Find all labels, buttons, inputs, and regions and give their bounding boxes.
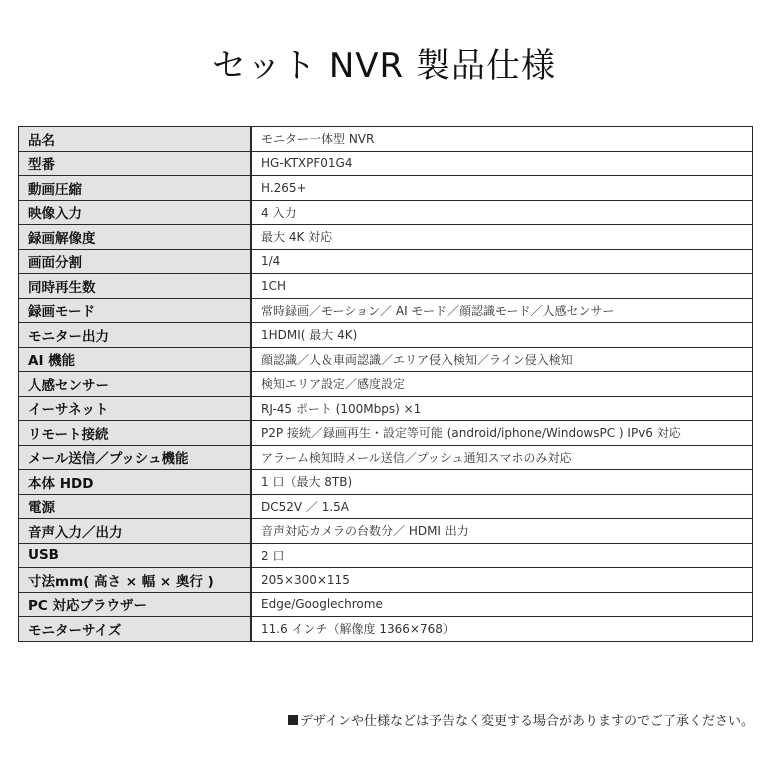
table-row: [19, 592, 753, 617]
table-row: [19, 225, 753, 250]
spec-label: モニターサイズ: [19, 617, 252, 642]
spec-label: 人感センサー: [19, 372, 252, 397]
spec-label: 画面分割: [19, 249, 252, 274]
table-row: [19, 274, 753, 299]
spec-value: アラーム検知時メール送信／プッシュ通知スマホのみ対応: [251, 445, 753, 470]
table-row: [19, 200, 753, 225]
table-row: [19, 617, 753, 642]
spec-label: USB: [19, 543, 252, 568]
table-row: [19, 249, 753, 274]
spec-value: 音声対応カメラの台数分／ HDMI 出力: [251, 519, 753, 544]
spec-value: 検知エリア設定／感度設定: [251, 372, 753, 397]
spec-value: 1 口（最大 8TB): [251, 470, 753, 495]
table-row: [19, 421, 753, 446]
spec-value: 11.6 インチ（解像度 1366×768）: [251, 617, 753, 642]
spec-table: [18, 126, 753, 642]
spec-label: 映像入力: [19, 200, 252, 225]
spec-label: 動画圧縮: [19, 176, 252, 201]
spec-value: H.265+: [251, 176, 753, 201]
spec-label: 品名: [19, 127, 252, 152]
table-row: [19, 568, 753, 593]
table-row: [19, 396, 753, 421]
spec-label: 音声入力／出力: [19, 519, 252, 544]
table-row: [19, 298, 753, 323]
spec-value: RJ-45 ポート (100Mbps) ×1: [251, 396, 753, 421]
square-bullet-icon: [288, 715, 298, 725]
table-row: [19, 494, 753, 519]
spec-value: 常時録画／モーション／ AI モード／顔認識モード／人感センサー: [251, 298, 753, 323]
table-row: [19, 445, 753, 470]
spec-value: モニター一体型 NVR: [251, 127, 753, 152]
table-row: [19, 543, 753, 568]
spec-value: 1/4: [251, 249, 753, 274]
spec-value: 4 入力: [251, 200, 753, 225]
spec-label: メール送信／プッシュ機能: [19, 445, 252, 470]
table-row: [19, 519, 753, 544]
disclaimer-note: [288, 710, 754, 729]
disclaimer-text: デザインや仕様などは予告なく変更する場合がありますのでご了承ください。: [299, 714, 754, 729]
table-row: [19, 127, 753, 152]
spec-label: 録画解像度: [19, 225, 252, 250]
spec-label: 電源: [19, 494, 252, 519]
spec-value: 最大 4K 対応: [251, 225, 753, 250]
table-row: [19, 347, 753, 372]
spec-value: HG-KTXPF01G4: [251, 151, 753, 176]
spec-value: P2P 接続／録画再生・設定等可能 (android/iphone/WindowsPC ) IPv6 対応: [251, 421, 753, 446]
spec-value: 205×300×115: [251, 568, 753, 593]
spec-value: 1CH: [251, 274, 753, 299]
spec-label: 型番: [19, 151, 252, 176]
spec-value: 1HDMI( 最大 4K): [251, 323, 753, 348]
spec-label: 同時再生数: [19, 274, 252, 299]
spec-value: Edge/Googlechrome: [251, 592, 753, 617]
spec-value: 顔認識／人＆車両認識／エリア侵入検知／ライン侵入検知: [251, 347, 753, 372]
spec-label: AI 機能: [19, 347, 252, 372]
page-title: セット NVR 製品仕様: [212, 46, 556, 86]
spec-label: イーサネット: [19, 396, 252, 421]
table-row: [19, 323, 753, 348]
spec-label: PC 対応ブラウザー: [19, 592, 252, 617]
spec-label: 寸法mm( 高さ × 幅 × 奥行 ): [19, 568, 252, 593]
table-row: [19, 176, 753, 201]
spec-label: 本体 HDD: [19, 470, 252, 495]
table-row: [19, 151, 753, 176]
table-row: [19, 470, 753, 495]
table-row: [19, 372, 753, 397]
spec-label: リモート接続: [19, 421, 252, 446]
spec-value: 2 口: [251, 543, 753, 568]
spec-label: 録画モード: [19, 298, 252, 323]
spec-label: モニター出力: [19, 323, 252, 348]
spec-value: DC52V ／ 1.5A: [251, 494, 753, 519]
